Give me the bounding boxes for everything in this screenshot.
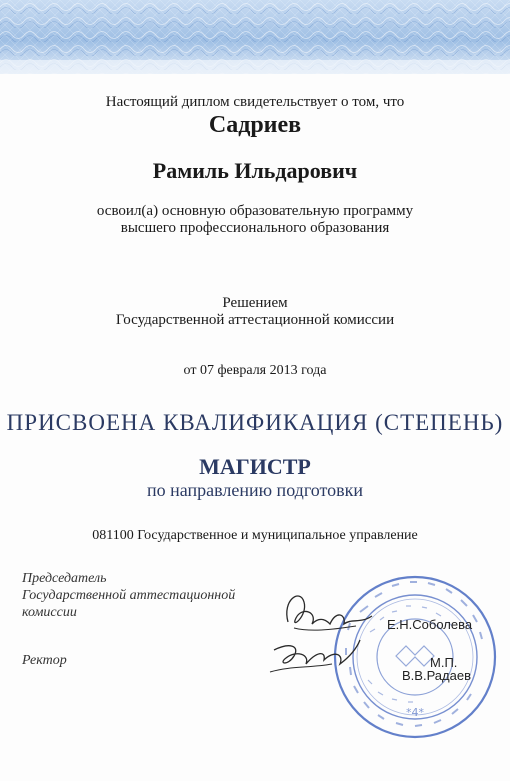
graduate-given-names: Рамиль Ильдарович (152, 158, 358, 183)
decision-line-2: Государственной аттестационной комиссии (115, 312, 395, 328)
svg-text:*4*: *4* (406, 706, 424, 719)
qualification-heading: ПРИСВОЕНА КВАЛИФИКАЦИЯ (СТЕПЕНЬ) (6, 410, 504, 435)
decision-line-1: Решением (222, 295, 288, 311)
degree-title: МАГИСТР (199, 454, 311, 479)
decision-date: от 07 февраля 2013 года (183, 363, 327, 378)
decision-text (0, 295, 510, 329)
chair-name: Е.Н.Соболева (387, 617, 473, 632)
chair-title (22, 570, 235, 621)
guilloche-header-band (0, 0, 510, 74)
stamp-place-mark: М.П. (430, 655, 458, 670)
direction-label: по направлению подготовки (146, 480, 364, 500)
mastered-line-1: освоил(а) основную образовательную программу (96, 203, 414, 219)
mastered-line-2: высшего профессионального образования (120, 220, 390, 236)
chair-title-line-2: Государственной аттестационной (22, 588, 236, 603)
chair-title-line-3: комиссии (22, 605, 77, 620)
program-name: 081100 Государственное и муниципальное управление (92, 528, 418, 543)
diploma-intro: Настоящий диплом свидетельствует о том, что (105, 94, 405, 110)
chair-title-line-1: Председатель (22, 571, 107, 586)
handwritten-signatures (260, 580, 380, 690)
rector-name: В.В.Радаев (402, 668, 471, 683)
rector-title: Ректор (22, 653, 67, 668)
graduate-surname: Садриев (208, 112, 302, 138)
mastered-program-text (0, 203, 510, 237)
